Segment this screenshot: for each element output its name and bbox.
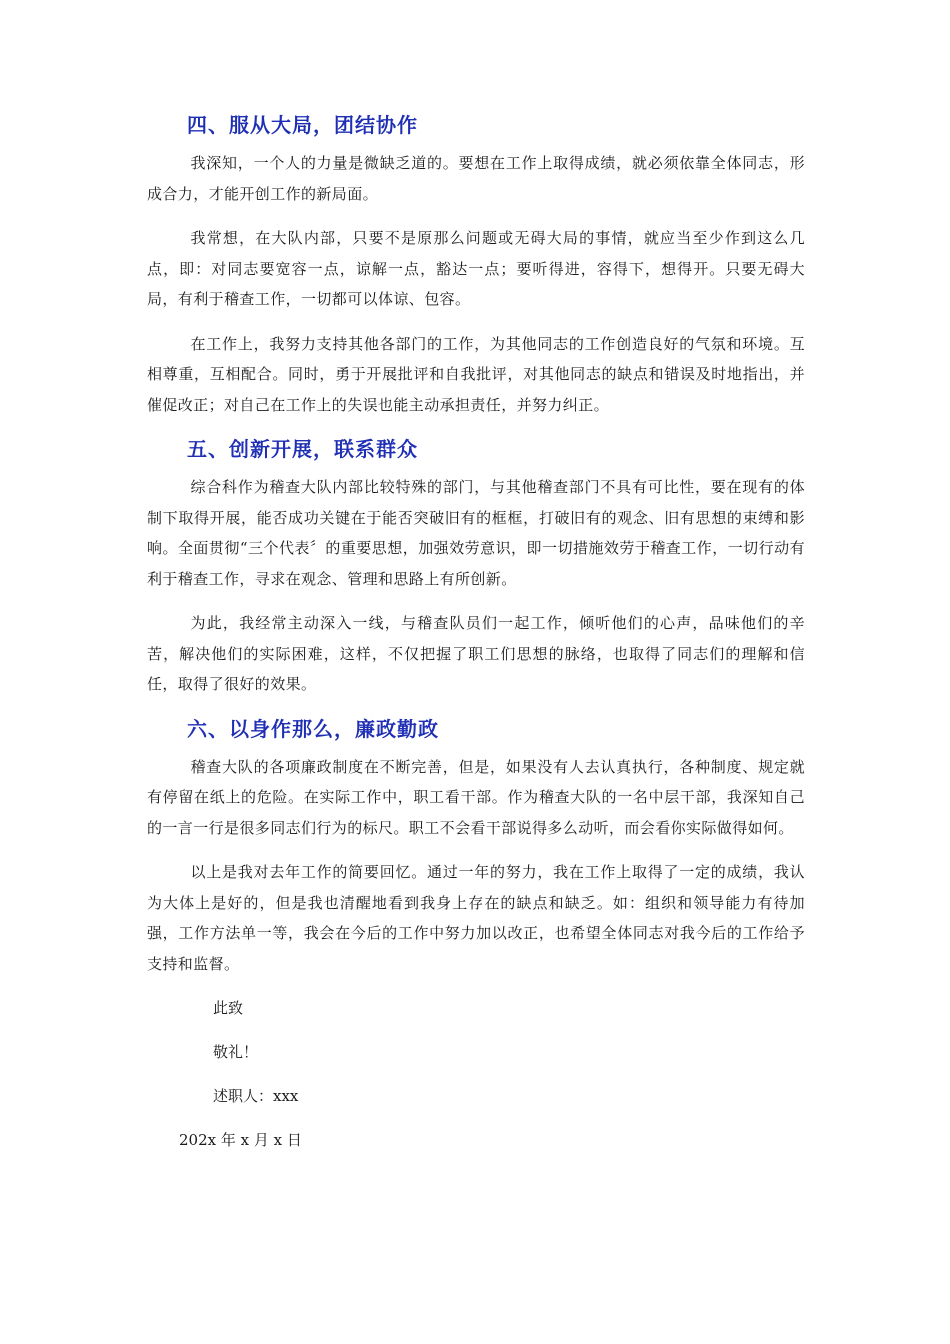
closing-block bbox=[147, 993, 805, 1155]
paragraph: 在工作上，我努力支持其他各部门的工作，为其他同志的工作创造良好的气氛和环境。互相尊重，互相配合。同时，勇于开展批评和自我批评，对其他同志的缺点和错误及时地指出，并催促改正；对自己在工作上的失误也能主动承担责任，并努力纠正。 bbox=[147, 334, 805, 414]
paragraph: 为此，我经常主动深入一线，与稽查队员们一起工作，倾听他们的心声，品味他们的辛苦，解决他们的实际困难，这样，不仅把握了职工们思想的脉络，也取得了同志们的理解和信任，取得了很好的效果。 bbox=[147, 614, 805, 693]
paragraph: 我深知，一个人的力量是微缺乏道的。要想在工作上取得成绩，就必须依靠全体同志，形成合力，才能开创工作的新局面。 bbox=[147, 154, 805, 203]
document-date: 202x 年 x 月 x 日 bbox=[179, 1131, 302, 1149]
section-heading: 四、服从大局，团结协作 bbox=[187, 113, 418, 137]
paragraph: 综合科作为稽查大队内部比较特殊的部门，与其他稽查部门不具有可比性，要在现有的体制下取得开展，能否成功关键在于能否突破旧有的框框，打破旧有的观念、旧有思想的束缚和影响。全面贯彻“三个代表〞的重要思想，加强效劳意识，即一切措施效劳于稽查工作，一切行动有利于稽查工作，寻求在观念、管理和思路上有所创新。 bbox=[147, 478, 805, 588]
salutation-regards: 此致 bbox=[213, 999, 244, 1017]
section-6 bbox=[147, 714, 805, 980]
paragraph: 我常想，在大队内部，只要不是原那么问题或无碍大局的事情，就应当至少作到这么几点，即：对同志要宽容一点，谅解一点，豁达一点；要听得进，容得下，想得开。只要无碍大局，有利于稽查工作，一切都可以体谅、包容。 bbox=[147, 229, 805, 308]
signature: 述职人：xxx bbox=[213, 1087, 299, 1105]
section-4 bbox=[147, 110, 805, 420]
document-page bbox=[147, 110, 805, 1155]
salutation-respect: 敬礼！ bbox=[213, 1043, 259, 1061]
section-heading: 六、以身作那么，廉政勤政 bbox=[187, 716, 439, 741]
section-5 bbox=[147, 434, 805, 700]
section-heading: 五、创新开展，联系群众 bbox=[187, 437, 418, 461]
paragraph: 稽查大队的各项廉政制度在不断完善，但是，如果没有人去认真执行，各种制度、规定就有停留在纸上的危险。在实际工作中，职工看干部。作为稽查大队的一名中层干部，我深知自己的一言一行是很多同志们行为的标尺。职工不会看干部说得多么动听，而会看你实际做得如何。 bbox=[147, 757, 805, 837]
paragraph: 以上是我对去年工作的简要回忆。通过一年的努力，我在工作上取得了一定的成绩，我认为大体上是好的，但是我也清醒地看到我身上存在的缺点和缺乏。如：组织和领导能力有待加强，工作方法单一等，我会在今后的工作中努力加以改正，也希望全体同志对我今后的工作给予支持和监督。 bbox=[147, 863, 805, 973]
